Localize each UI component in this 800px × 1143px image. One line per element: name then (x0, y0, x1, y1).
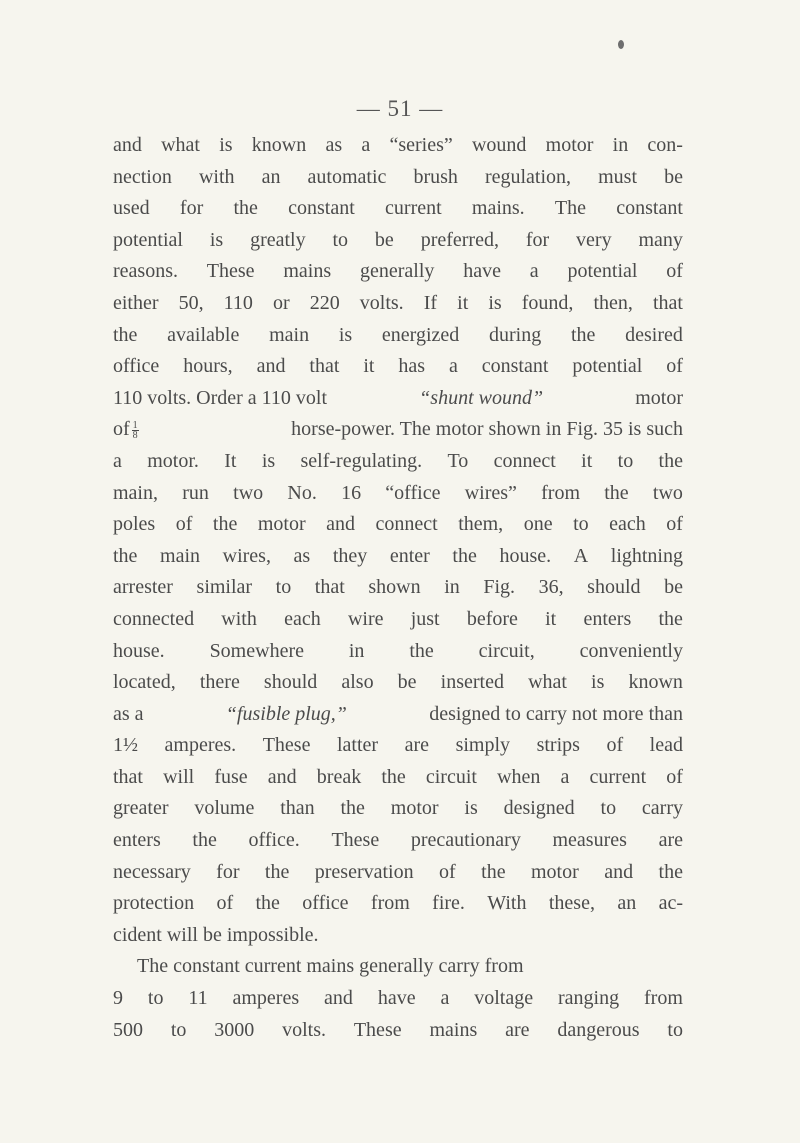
word: the (381, 765, 406, 788)
line-text: motor (635, 386, 683, 409)
word: office (113, 355, 160, 378)
word: “office (385, 481, 441, 504)
text-line (113, 825, 683, 857)
word: motor (545, 134, 594, 156)
text-line (113, 351, 683, 383)
word: These (331, 829, 380, 852)
word: or (272, 291, 290, 314)
word: is (209, 228, 224, 251)
word: available (167, 323, 240, 346)
word: ac- (658, 892, 683, 915)
word: is (464, 797, 478, 820)
word: is (488, 291, 502, 314)
text-line (113, 446, 683, 478)
word: to (170, 1018, 187, 1041)
word: fuse (214, 765, 248, 788)
word: an (617, 892, 637, 915)
word: “series” (389, 134, 453, 156)
word: greater (113, 797, 169, 820)
word: to (147, 987, 164, 1010)
word: energized (381, 323, 460, 346)
word: 11 (188, 987, 208, 1010)
word: connect (375, 513, 438, 536)
word: a (440, 987, 450, 1010)
word: office. (248, 829, 300, 852)
word: con- (647, 134, 683, 156)
word: break (316, 765, 362, 788)
text-line (113, 162, 683, 194)
text-line (113, 667, 683, 699)
word: will (163, 765, 195, 788)
text-line (113, 193, 683, 225)
word: Somewhere (209, 639, 304, 662)
italic-term-shunt-wound: “shunt wound” (419, 386, 544, 409)
word: is (219, 134, 233, 156)
word: 3000 (214, 1018, 255, 1041)
word: with (198, 165, 235, 188)
word: strips (536, 734, 580, 757)
word: it (363, 355, 375, 378)
word: These (262, 734, 311, 757)
word: the (192, 829, 217, 852)
word-of: of (113, 418, 130, 441)
word: office (302, 892, 349, 915)
text-line (113, 414, 683, 446)
line-text: horse-power. The motor shown in Fig. 35 is such (291, 418, 683, 441)
word: lightning (610, 544, 683, 567)
text-line (113, 951, 683, 983)
word: in (612, 134, 629, 156)
word: To (447, 449, 469, 472)
word: the (604, 481, 629, 504)
word: designed (503, 797, 575, 820)
word: of (439, 860, 456, 883)
word: voltage (474, 987, 534, 1010)
word: No. (287, 481, 317, 504)
word: connect (493, 449, 556, 472)
word: to (617, 449, 634, 472)
word: the (658, 607, 683, 630)
word: the (658, 860, 683, 883)
text-line (113, 509, 683, 541)
text-line (113, 636, 683, 668)
line-text: cident will be impossible. (113, 923, 319, 946)
word: be (374, 228, 394, 251)
word: potential (567, 260, 638, 283)
text-line (113, 256, 683, 288)
word: regulation, (484, 165, 572, 188)
word: brush (413, 165, 458, 188)
word: is (261, 449, 276, 472)
word: two (233, 481, 264, 504)
word: hours, (183, 355, 233, 378)
line-text: as a (113, 702, 144, 725)
word: known (251, 134, 307, 156)
word: and (267, 765, 297, 788)
word: very (576, 228, 612, 251)
word: conveniently (579, 639, 683, 662)
word: the (409, 639, 434, 662)
word: potential (113, 228, 183, 251)
text-line (113, 983, 683, 1015)
word: of (666, 513, 683, 536)
word: circuit, (478, 639, 535, 662)
text-line (113, 888, 683, 920)
word: a (361, 134, 371, 156)
word: constant (288, 197, 355, 220)
word: of (175, 513, 193, 536)
word: 1½ (113, 734, 138, 757)
word: dangerous (557, 1018, 640, 1041)
word: and (326, 513, 355, 536)
text-line (113, 383, 683, 415)
word: lead (649, 734, 683, 757)
word: used (113, 197, 150, 220)
word: If (423, 291, 438, 314)
word: is (591, 671, 605, 694)
word: the (233, 197, 258, 220)
word: be (664, 165, 683, 188)
word: enters (113, 829, 161, 852)
word: in (444, 576, 460, 599)
body-text (113, 130, 683, 1046)
word: either (113, 291, 159, 314)
word: for (525, 228, 550, 251)
word: the (570, 323, 596, 346)
word: 110 (223, 291, 253, 314)
word: of (666, 355, 683, 378)
word: greatly (250, 228, 306, 251)
word: a (448, 355, 458, 378)
word: enter (389, 544, 430, 567)
word: the (212, 513, 238, 536)
word: fire. (432, 892, 465, 915)
italic-term-fusible-plug: “fusible plug,” (225, 702, 347, 725)
word: them, (458, 513, 504, 536)
word: arrester (113, 576, 173, 599)
word: wires, (222, 544, 271, 567)
ink-spot (618, 40, 624, 49)
word: wires” (464, 481, 517, 504)
word: have (463, 260, 501, 283)
word: circuit (425, 765, 477, 788)
word: These (353, 1018, 402, 1041)
text-line (113, 130, 683, 162)
word: the (452, 544, 477, 567)
word: and (113, 134, 142, 156)
text-line (113, 320, 683, 352)
word: that (652, 291, 683, 314)
word: that (314, 576, 345, 599)
word: wound (471, 134, 527, 156)
word: potential (572, 355, 643, 378)
word: of (666, 260, 683, 283)
word: should (587, 576, 641, 599)
word: and (604, 860, 634, 883)
word: constant (481, 355, 549, 378)
fraction-one-eighth (132, 421, 139, 440)
word: must (598, 165, 638, 188)
word: as (325, 134, 343, 156)
word: motor (390, 797, 439, 820)
word: should (263, 671, 318, 694)
word: and (256, 355, 286, 378)
word: has (398, 355, 426, 378)
word: generally (359, 260, 435, 283)
word: these, (548, 892, 595, 915)
word: mains. (471, 197, 525, 220)
word: 50, (178, 291, 204, 314)
text-line (113, 1015, 683, 1047)
word: the (658, 449, 683, 472)
word: then, (593, 291, 633, 314)
word: poles (113, 513, 156, 536)
line-text: The constant current mains generally carry from (137, 955, 524, 978)
word: are (505, 1018, 530, 1041)
word: main, (113, 481, 158, 504)
word: a (113, 449, 122, 472)
word: from (541, 481, 581, 504)
word: These (206, 260, 255, 283)
word: before (466, 607, 518, 630)
word: during (489, 323, 542, 346)
word: amperes (232, 987, 300, 1010)
word: the (481, 860, 506, 883)
fraction-numerator: 1 (132, 420, 138, 432)
text-line (113, 699, 683, 731)
word: Fig. (483, 576, 516, 599)
word: many (638, 228, 683, 251)
word: a (529, 260, 539, 283)
word: be (397, 671, 417, 694)
word: self-regulating. (300, 449, 423, 472)
word: precautionary (410, 829, 521, 852)
page-number: — 51 — (356, 96, 444, 121)
word: of (216, 892, 234, 915)
word: the (113, 323, 138, 346)
word: just (410, 607, 440, 630)
word: a (560, 765, 570, 788)
word: run (182, 481, 209, 504)
word: the (255, 892, 280, 915)
word: 220 (309, 291, 340, 314)
word: each (609, 513, 646, 536)
word: it (581, 449, 593, 472)
word: from (644, 987, 683, 1010)
word: preservation (314, 860, 414, 883)
word: it (457, 291, 469, 314)
word: the (264, 860, 290, 883)
word: It (224, 449, 237, 472)
word: to (600, 797, 617, 820)
text-line (113, 920, 683, 952)
word: one (523, 513, 553, 536)
word: the (113, 544, 138, 567)
word: mains (429, 1018, 478, 1041)
word: enters (583, 607, 632, 630)
word: 16 (341, 481, 362, 504)
word: main (269, 323, 310, 346)
word: ranging (558, 987, 620, 1010)
word: to (667, 1018, 683, 1041)
word: connected (113, 607, 195, 630)
word: of (606, 734, 624, 757)
word: to (275, 576, 292, 599)
word: to (332, 228, 349, 251)
word: each (284, 607, 321, 630)
word: have (377, 987, 416, 1010)
word: constant (616, 197, 683, 220)
word: in (348, 639, 365, 662)
word: the (340, 797, 365, 820)
word: be (664, 576, 683, 599)
word: two (652, 481, 683, 504)
word: and (324, 987, 353, 1010)
word: house. (113, 639, 165, 662)
text-line (113, 793, 683, 825)
word: automatic (307, 165, 387, 188)
word: latter (337, 734, 379, 757)
word: it (545, 607, 557, 630)
text-line (113, 604, 683, 636)
word: carry (641, 797, 683, 820)
word: found, (521, 291, 574, 314)
word: main (160, 544, 201, 567)
word: measures (552, 829, 627, 852)
word: volts. (282, 1018, 326, 1041)
word: they (332, 544, 368, 567)
word: than (280, 797, 315, 820)
word: protection (113, 892, 195, 915)
word: of (666, 765, 683, 788)
line-text (113, 414, 141, 446)
line-text: 110 volts. Order a 110 volt (113, 386, 328, 409)
word: for (216, 860, 240, 883)
text-line (113, 572, 683, 604)
word: are (404, 734, 430, 757)
word: With (487, 892, 527, 915)
word: amperes. (164, 734, 237, 757)
word: known (628, 671, 683, 694)
text-line (113, 478, 683, 510)
word: what (161, 134, 200, 156)
word: are (658, 829, 683, 852)
fraction-denominator: 8 (132, 430, 138, 442)
word: mains (283, 260, 332, 283)
word: reasons. (113, 260, 178, 283)
text-line (113, 288, 683, 320)
word: an (261, 165, 281, 188)
word: nection (113, 165, 172, 188)
word: that (309, 355, 340, 378)
word: current (385, 197, 442, 220)
word: motor (531, 860, 579, 883)
word: The (554, 197, 587, 220)
word: that (113, 765, 143, 788)
word: motor (257, 513, 306, 536)
word: volume (194, 797, 255, 820)
word: with (221, 607, 257, 630)
word: current (589, 765, 647, 788)
word: what (528, 671, 567, 694)
word: 36, (538, 576, 564, 599)
word: located, (113, 671, 176, 694)
word: wire (347, 607, 384, 630)
line-text: designed to carry not more than (429, 702, 683, 725)
word: A (573, 544, 589, 567)
text-line (113, 541, 683, 573)
text-line (113, 225, 683, 257)
word: house. (499, 544, 552, 567)
word: necessary (113, 860, 191, 883)
word: as (293, 544, 311, 567)
word: from (370, 892, 410, 915)
word: shown (368, 576, 421, 599)
word: for (179, 197, 204, 220)
word: to (573, 513, 589, 536)
word: is (338, 323, 353, 346)
text-line (113, 857, 683, 889)
text-line (113, 730, 683, 762)
word: inserted (440, 671, 504, 694)
word: volts. (359, 291, 404, 314)
word: 9 (113, 987, 123, 1010)
word: there (199, 671, 240, 694)
word: similar (196, 576, 253, 599)
word: when (497, 765, 541, 788)
word: desired (625, 323, 683, 346)
word: 500 (113, 1018, 143, 1041)
word: also (341, 671, 374, 694)
word: preferred, (420, 228, 499, 251)
text-line (113, 762, 683, 794)
word: simply (455, 734, 511, 757)
word: motor. (147, 449, 199, 472)
